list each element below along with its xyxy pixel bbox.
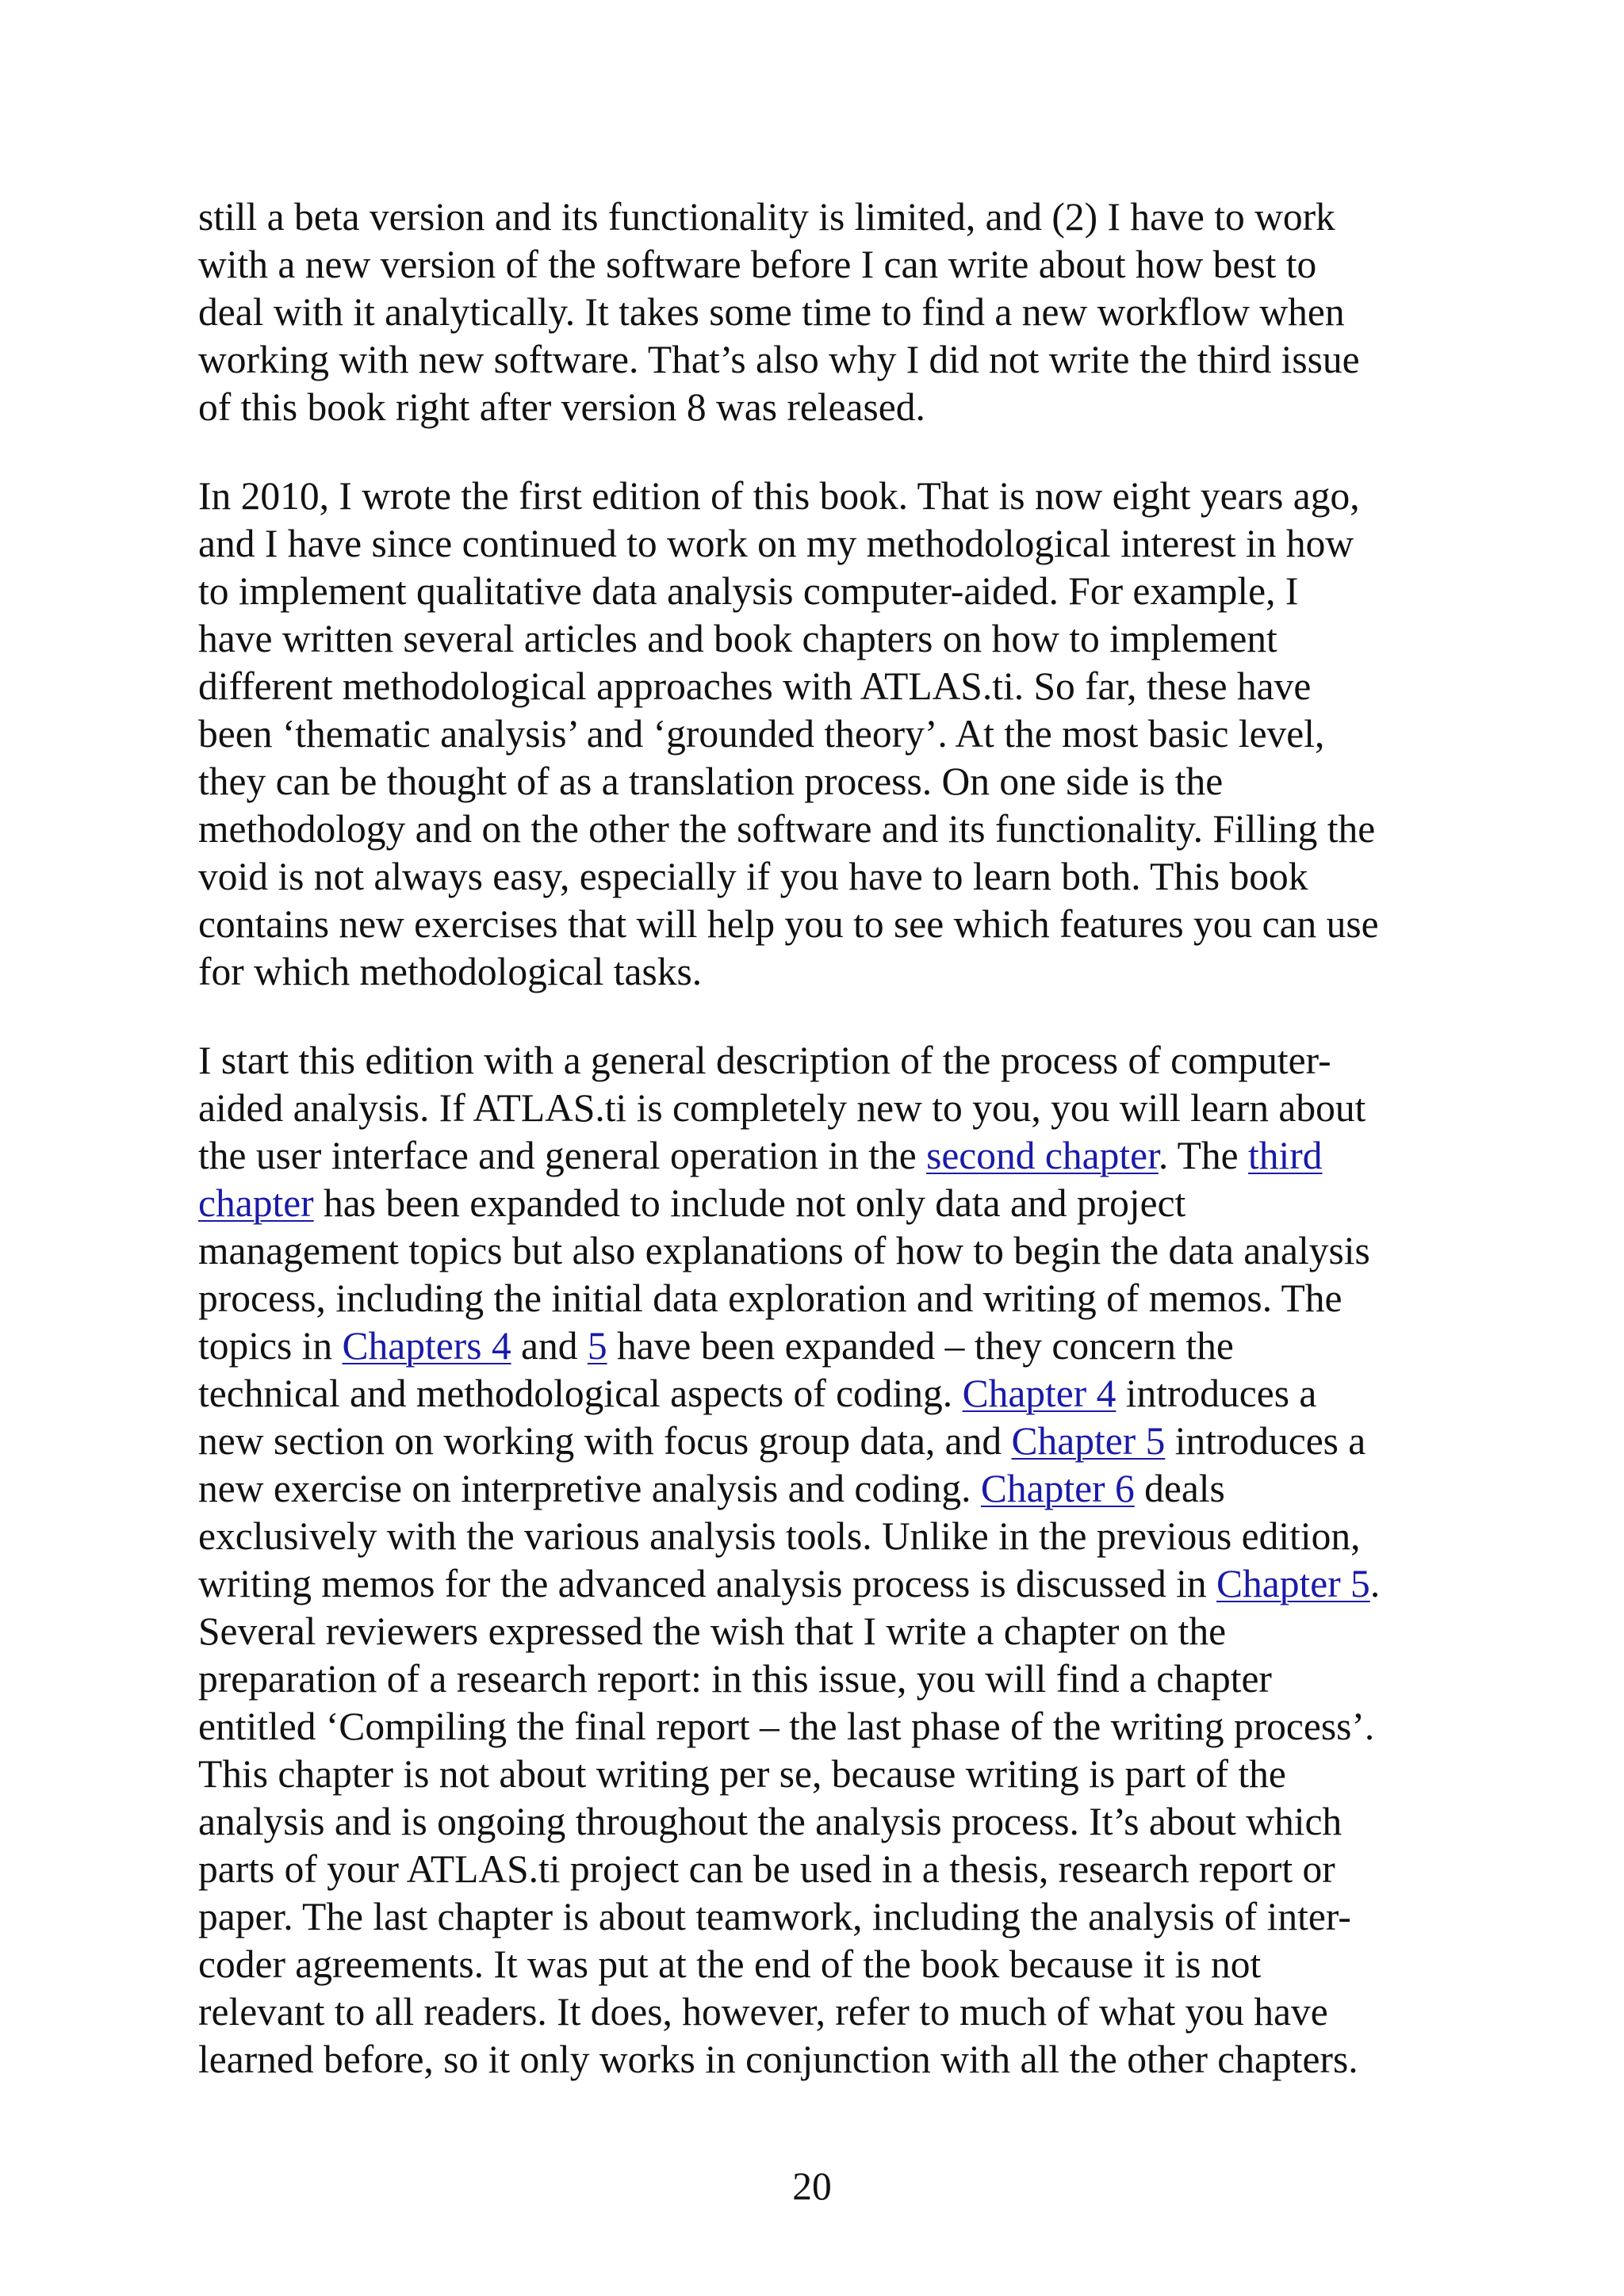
text-segment: parts of your ATLAS.ti project can be used in a thesis, research report or [198,1847,1335,1891]
text-segment: In 2010, I wrote the first edition of this book. That is now eight years ago, [198,474,1360,518]
text-segment: the user interface and general operation in the [198,1134,927,1177]
text-line [198,1988,1451,2036]
text-segment: introduces a [1165,1419,1366,1463]
text-segment: analysis and is ongoing throughout the analysis process. It’s about which [198,1800,1342,1843]
text-line [198,1085,1451,1132]
text-line [198,1655,1451,1703]
chapter-link[interactable]: Chapter 6 [980,1467,1135,1510]
text-line [198,1703,1451,1751]
text-line [198,948,1451,996]
text-segment: . [1369,1562,1381,1605]
text-line [198,336,1451,384]
text-line [198,853,1451,901]
text-segment: learned before, so it only works in conjunction with all the other chapters. [198,2038,1358,2081]
text-line [198,1893,1451,1941]
chapter-link[interactable]: Chapter 5 [1216,1562,1370,1605]
text-segment: have been expanded – they concern the [607,1324,1234,1368]
text-line [198,473,1451,520]
text-segment: writing memos for the advanced analysis process is discussed in [198,1562,1216,1605]
text-line [198,1132,1451,1180]
text-line [198,806,1451,853]
text-segment: for which methodological tasks. [198,950,703,993]
text-segment: This chapter is not about writing per se, because writing is part of the [198,1752,1286,1796]
text-line [198,710,1451,758]
text-segment: new exercise on interpretive analysis and coding. [198,1467,981,1510]
text-segment: entitled ‘Compiling the final report – the last phase of the writing process’. [198,1705,1375,1748]
text-segment: deals [1134,1467,1225,1510]
text-line [198,193,1451,241]
text-line [198,1798,1451,1846]
text-segment: process, including the initial data exploration and writing of memos. The [198,1276,1342,1320]
text-segment: paper. The last chapter is about teamwork, including the analysis of inter- [198,1895,1351,1938]
text-segment: methodology and on the other the software and its functionality. Filling the [198,807,1376,851]
paragraph [198,473,1451,996]
text-line [198,1275,1451,1322]
chapter-link[interactable]: third [1248,1134,1323,1177]
text-segment: aided analysis. If ATLAS.ti is completely new to you, you will learn about [198,1086,1366,1130]
text-segment: . The [1158,1134,1249,1177]
text-segment: with a new version of the software before I can write about how best to [198,243,1317,286]
text-segment: still a beta version and its functionality is limited, and (2) I have to work [198,195,1335,239]
text-segment: new section on working with focus group data, and [198,1419,1012,1463]
text-segment: different methodological approaches with ATLAS.ti. So far, these have [198,664,1312,708]
text-line [198,1846,1451,1893]
text-line [198,384,1451,431]
page-number: 20 [792,2164,832,2208]
text-line [198,1227,1451,1275]
text-line [198,1465,1451,1513]
text-line [198,241,1451,289]
text-line [198,1418,1451,1465]
text-segment: introduces a [1116,1372,1317,1415]
text-segment: working with new software. That’s also why I did not write the third issue [198,338,1360,381]
text-line [198,1180,1451,1227]
paragraph [198,1037,1451,2084]
text-line [198,1322,1451,1370]
text-segment: and [511,1324,588,1368]
text-segment: and I have since continued to work on my methodological interest in how [198,522,1354,565]
text-segment: Several reviewers expressed the wish that I write a chapter on the [198,1609,1227,1653]
chapter-link[interactable]: Chapters 4 [342,1324,511,1368]
text-segment: I start this edition with a general description of the process of computer- [198,1039,1331,1082]
text-segment: coder agreements. It was put at the end of the book because it is not [198,1942,1262,1986]
text-segment: has been expanded to include not only data and project [313,1181,1186,1225]
text-line [198,1608,1451,1655]
text-segment: management topics but also explanations of how to begin the data analysis [198,1229,1370,1272]
text-segment: preparation of a research report: in this issue, you will find a chapter [198,1657,1272,1701]
chapter-link[interactable]: second chapter [926,1134,1159,1177]
text-line [198,1370,1451,1418]
text-line [198,568,1451,615]
text-line [198,615,1451,663]
text-segment: they can be thought of as a translation process. On one side is the [198,760,1224,803]
text-line [198,901,1451,948]
chapter-link[interactable]: chapter [198,1181,314,1225]
text-line [198,663,1451,710]
paragraph [198,193,1451,431]
text-line [198,1560,1451,1608]
text-segment: relevant to all readers. It does, however, refer to much of what you have [198,1990,1328,2034]
text-line [198,1941,1451,1988]
text-segment: of this book right after version 8 was released. [198,385,925,429]
text-segment: exclusively with the various analysis tools. Unlike in the previous edition, [198,1514,1361,1558]
text-line [198,520,1451,568]
text-segment: been ‘thematic analysis’ and ‘grounded theory’. At the most basic level, [198,712,1325,756]
text-segment: technical and methodological aspects of coding. [198,1372,963,1415]
text-line [198,1037,1451,1085]
text-segment: topics in [198,1324,343,1368]
text-segment: have written several articles and book chapters on how to implement [198,617,1277,660]
text-line [198,758,1451,806]
body-text [198,193,1451,2125]
text-segment: void is not always easy, especially if you have to learn both. This book [198,855,1308,898]
chapter-link[interactable]: 5 [587,1324,607,1368]
text-segment: to implement qualitative data analysis computer-aided. For example, I [198,569,1299,613]
chapter-link[interactable]: Chapter 4 [962,1372,1116,1415]
text-segment: contains new exercises that will help you to see which features you can use [198,902,1379,946]
text-line [198,2036,1451,2084]
text-line [198,1513,1451,1560]
text-line [198,289,1451,336]
chapter-link[interactable]: Chapter 5 [1011,1419,1166,1463]
text-line [198,1751,1451,1798]
text-segment: deal with it analytically. It takes some time to find a new workflow when [198,290,1345,334]
